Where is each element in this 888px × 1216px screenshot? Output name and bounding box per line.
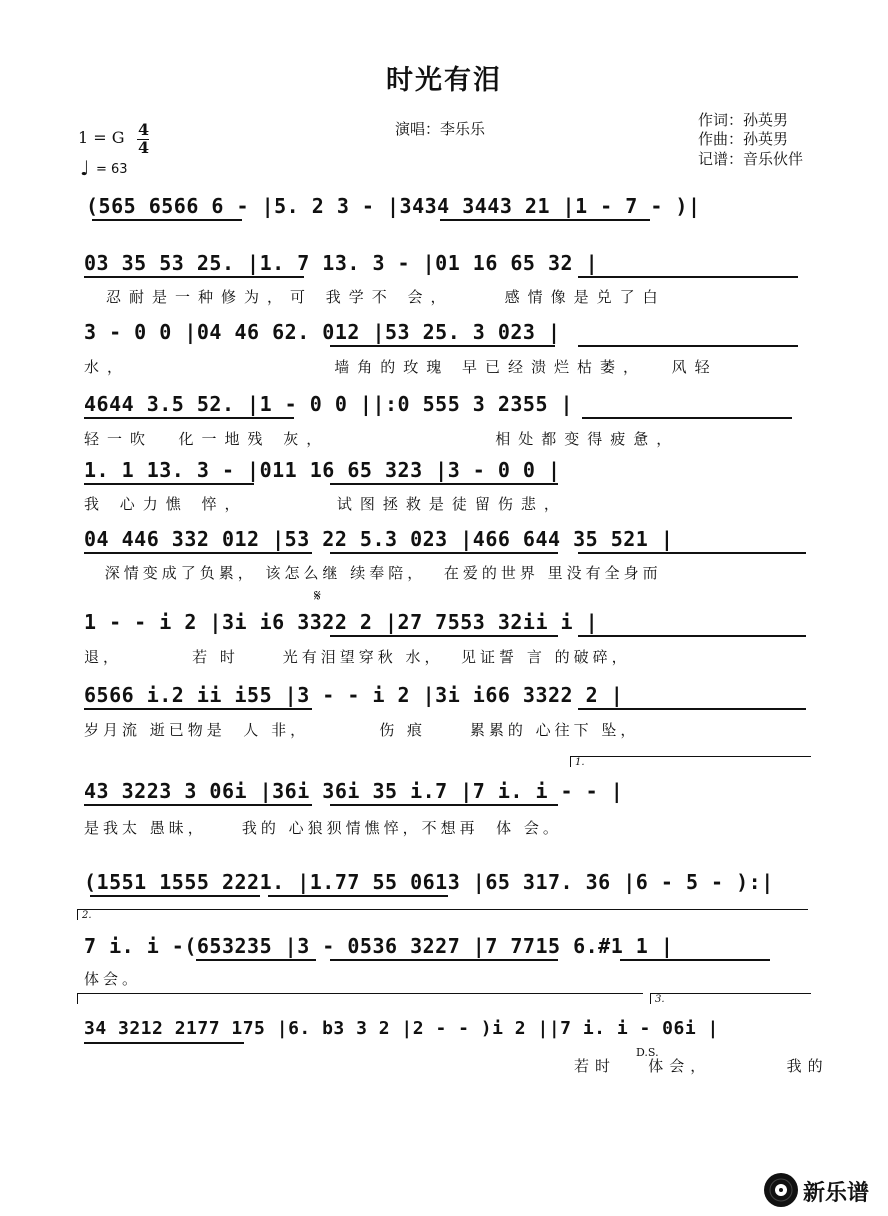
vinyl-icon [763, 1172, 799, 1208]
underline [84, 552, 312, 554]
underline [92, 219, 242, 221]
performer: 演唱：李乐乐 [395, 120, 486, 138]
lyric-row-8: 岁月流 逝已物是 人 非， 伤 痕 累累的 心往下 坠， [84, 721, 640, 739]
quarter-note-icon: ♩ [80, 156, 90, 180]
lyric-row-11: 体会。 [84, 970, 142, 988]
lyric-row-3: 水， 墙角的玫瑰 早已经溃烂枯萎， 风轻 [84, 358, 718, 376]
lyric-row-9: 是我太 愚昧， 我的 心狼狈情憔悴，不想再 体 会。 [84, 819, 562, 837]
lyricist: 作词：孙英男 [698, 111, 789, 129]
underline [90, 895, 260, 897]
score-row-6: 04 446 332 012 |53 22 5.3 023 |466 644 35 521 | [84, 527, 674, 551]
underline [330, 959, 558, 961]
underline [84, 276, 304, 278]
ds-mark: D.S. [636, 1046, 659, 1059]
volta-2-label: 2. [82, 910, 92, 921]
underline [330, 345, 555, 347]
underline [196, 959, 316, 961]
score-row-4: 4644 3.5 52. |1 - 0 0 ||:0 555 3 2355 | [84, 392, 574, 416]
underline [440, 219, 650, 221]
score-row-3: 3 - 0 0 |04 46 62. 012 |53 25. 3 023 | [84, 320, 561, 344]
lyric-row-4: 轻一吹 化一地残 灰， 相处都变得疲惫， [84, 430, 680, 448]
underline [330, 635, 558, 637]
underline [578, 345, 798, 347]
underline [268, 895, 448, 897]
key-signature: 1 = G [78, 128, 125, 147]
underline [578, 276, 798, 278]
score-row-2: 03 35 53 25. |1. 7 13. 3 - |01 16 65 32 | [84, 251, 599, 275]
underline [330, 804, 558, 806]
volta-2 [77, 909, 808, 920]
underline [578, 635, 806, 637]
transcriber: 记谱：音乐伙伴 [698, 150, 804, 168]
score-row-9: 43 3223 3 06i |36i 36i 35 i.7 |7 i. i - - | [84, 779, 624, 803]
time-signature-top: 4 [138, 120, 150, 139]
segno-sign: 𝄋 [314, 586, 321, 605]
score-row-5: 1. 1 13. 3 - |011 16 65 323 |3 - 0 0 | [84, 458, 561, 482]
underline [578, 708, 806, 710]
site-logo [763, 1170, 883, 1210]
tempo: = 63 [96, 162, 128, 177]
lyric-row-12: 若时 体会， 我的 [574, 1057, 829, 1075]
underline [620, 959, 770, 961]
score-row-1: (565 6566 6 - |5. 2 3 - |3434 3443 21 |1 - 7 - )| [86, 194, 701, 218]
underline [84, 804, 312, 806]
lyric-row-6: 深情变成了负累， 该怎么继 续奉陪， 在爱的世界 里没有全身而 [96, 564, 662, 582]
score-row-12: 34 3212 2177 175 |6. b3 3 2 |2 - - )i 2 ||7 i. i - 06i | [84, 1018, 719, 1039]
time-signature-bottom: 4 [138, 138, 150, 157]
lyric-row-5: 我 心力憔 悴， 试图拯救是徒留伤悲， [84, 495, 567, 513]
lyric-row-2: 忍耐是一种修为，可 我学不 会， 感情像是兑了白 [106, 288, 666, 306]
composer: 作曲：孙英男 [698, 130, 789, 148]
underline [330, 552, 558, 554]
volta-1-label: 1. [575, 757, 585, 768]
song-title: 时光有泪 [386, 65, 502, 96]
underline [84, 708, 312, 710]
volta-1 [570, 756, 811, 767]
score-row-11: 7 i. i -(653235 |3 - 0536 3227 |7 7715 6.#1 1 | [84, 934, 674, 958]
underline [84, 417, 294, 419]
volta-bracket [77, 993, 643, 1004]
lyric-row-7: 退， 若 时 光有泪望穿秋 水， 见证誓 言 的破碎， [84, 648, 631, 666]
volta-3 [650, 993, 811, 1004]
score-row-7: 1 - - i 2 |3i i6 3322 2 |27 7553 32ii i | [84, 610, 599, 634]
underline [330, 483, 558, 485]
underline [84, 1042, 244, 1044]
score-row-8: 6566 i.2 ii i55 |3 - - i 2 |3i i66 3322 2 | [84, 683, 624, 707]
underline [582, 417, 792, 419]
volta-3-label: 3. [655, 994, 665, 1005]
watermark-text: 新乐谱 [803, 1181, 870, 1206]
underline [84, 483, 254, 485]
score-row-10: (1551 1555 2221. |1.77 55 0613 |65 317. 36 |6 - 5 - ):| [84, 870, 774, 894]
underline [578, 552, 806, 554]
